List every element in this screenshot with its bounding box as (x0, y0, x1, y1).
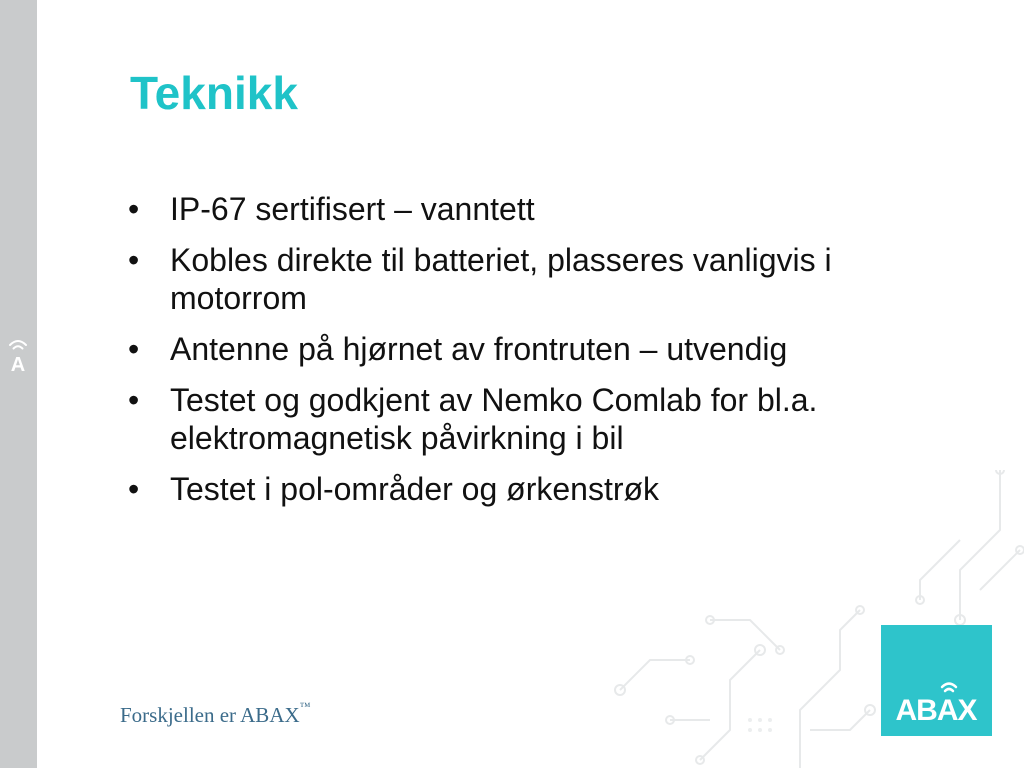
wifi-signal-icon (10, 341, 26, 349)
bullet-text: Testet i pol-områder og ørkenstrøk (170, 471, 660, 507)
bullet-text: Antenne på hjørnet av frontruten – utvendig (170, 331, 788, 367)
bullet-item (128, 330, 958, 368)
bullet-item (128, 381, 958, 457)
slide-title: Teknikk (130, 67, 298, 119)
bullet-item (128, 470, 958, 508)
side-bar (0, 0, 37, 768)
bullet-text: Testet og godkjent av Nemko Comlab for bl.a. elektromagnetisk påvirkning i bil (170, 382, 818, 456)
trademark-symbol: ™ (299, 701, 311, 713)
bullet-item (128, 241, 958, 317)
footer-slogan (120, 703, 310, 728)
bullet-marker: • (128, 191, 140, 227)
abax-logo (881, 625, 992, 736)
bullet-item (128, 190, 958, 228)
side-logo-letter: A (10, 354, 26, 376)
bullet-marker: • (128, 331, 140, 367)
bullet-list (128, 190, 958, 521)
abax-wordmark: ABAX (895, 694, 977, 727)
bullet-marker: • (128, 471, 140, 507)
bullet-text: Kobles direkte til batteriet, plasseres vanligvis i motorrom (170, 242, 832, 316)
bullet-marker: • (128, 382, 140, 418)
bullet-marker: • (128, 242, 140, 278)
slogan-text: Forskjellen er ABAX (120, 703, 300, 727)
bullet-text: IP-67 sertifisert – vanntett (170, 191, 535, 227)
side-abax-logo (4, 336, 32, 376)
